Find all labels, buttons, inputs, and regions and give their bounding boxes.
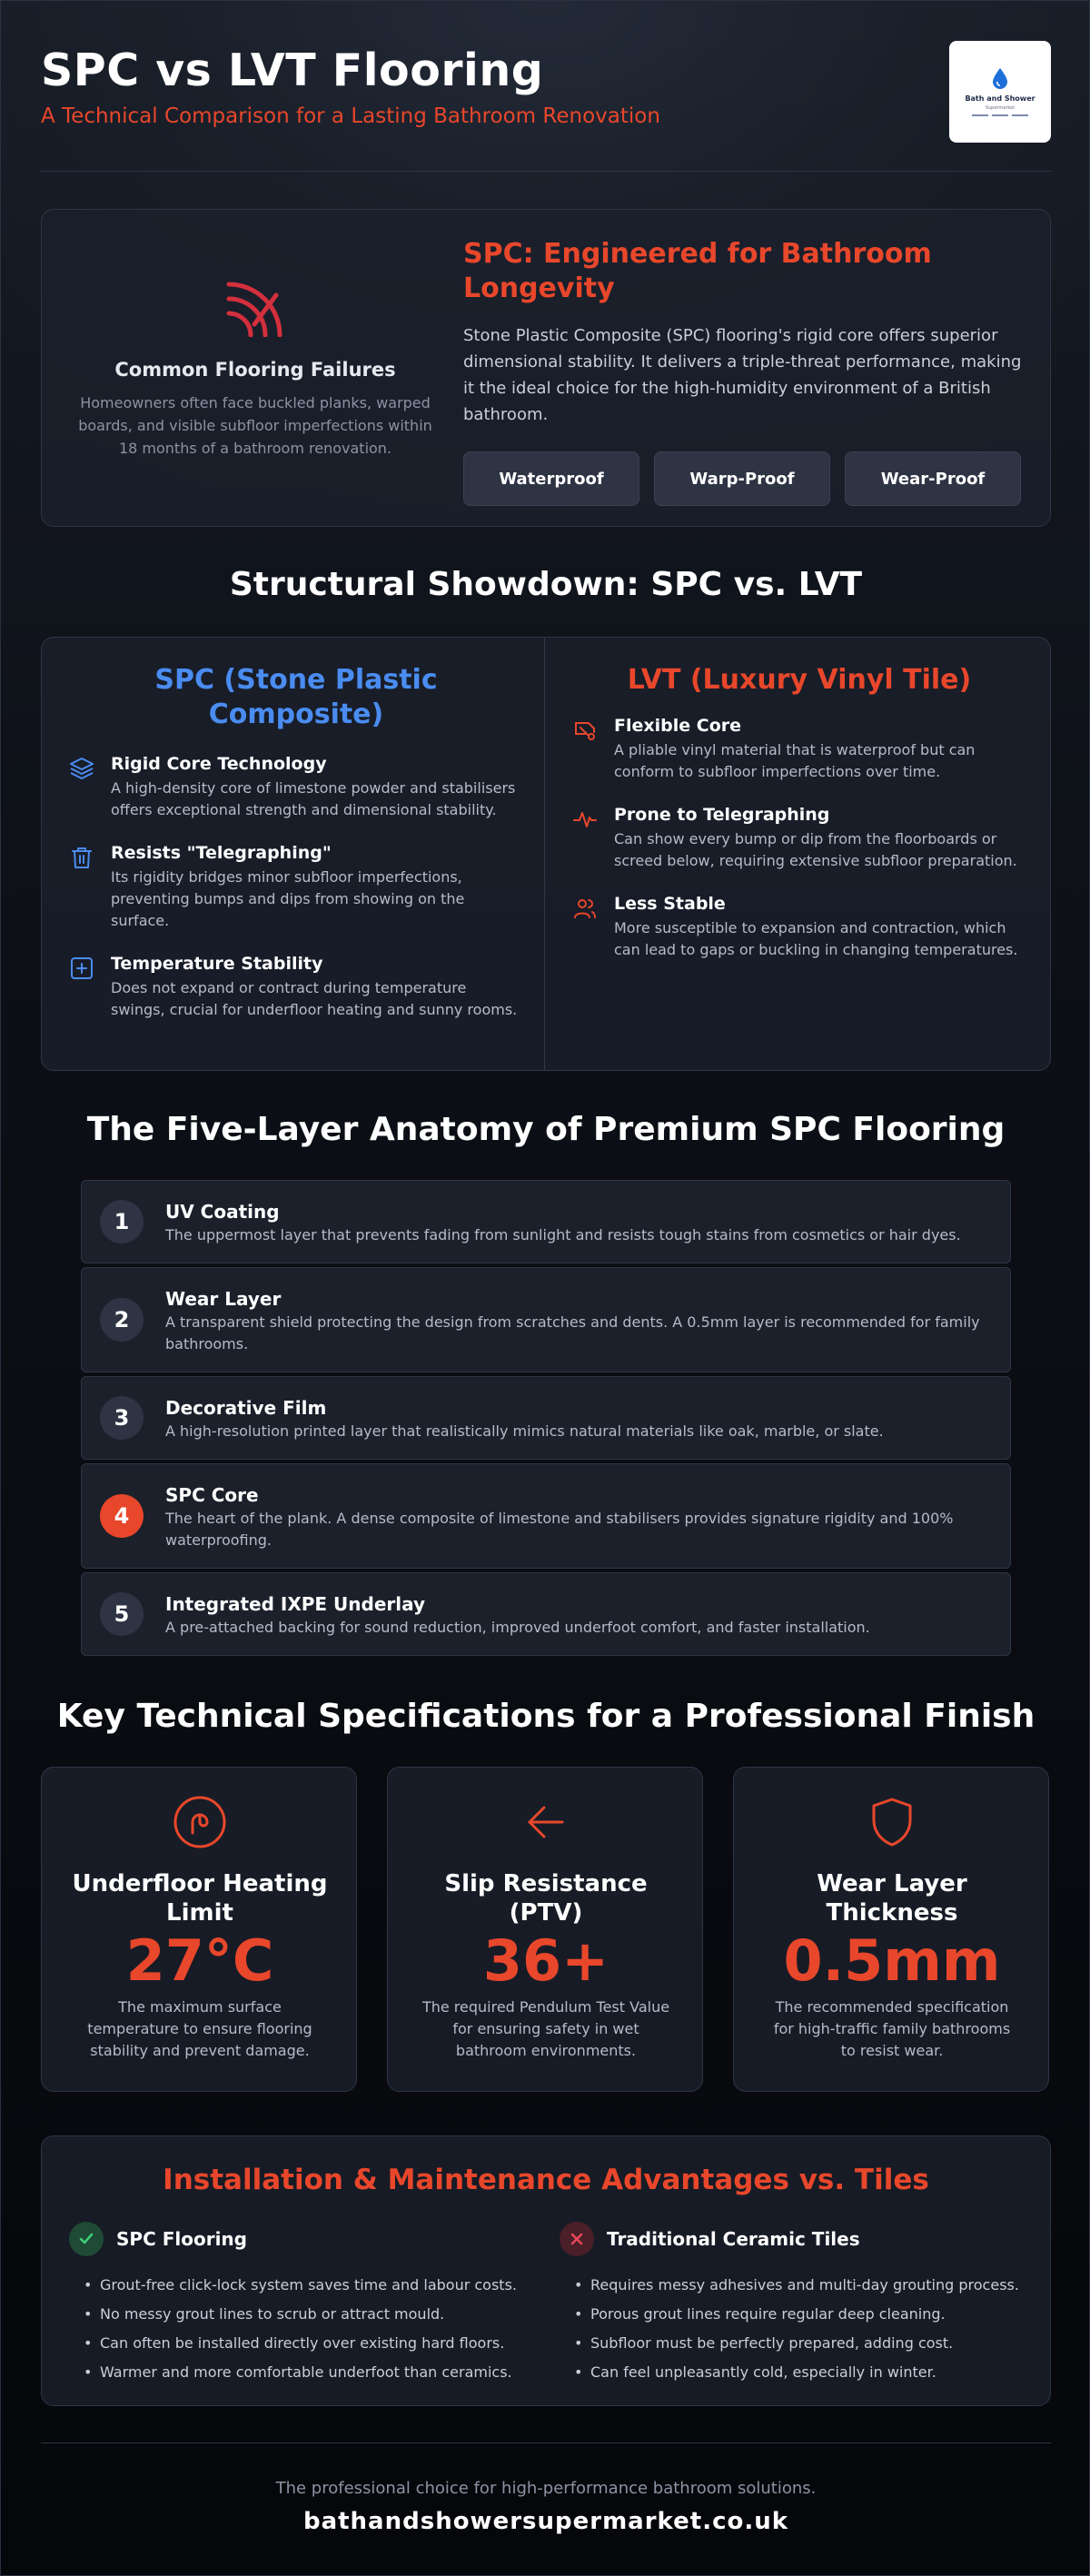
spec-value: 27°C (125, 1927, 274, 1994)
layer-row (81, 1180, 1011, 1263)
layer-text: A pre-attached backing for sound reduction, improved underfoot comfort, and faster installation. (165, 1619, 870, 1636)
layer-number: 3 (100, 1396, 144, 1440)
benefit-pills (463, 451, 1026, 506)
layer-number: 2 (100, 1298, 144, 1342)
water-drop-icon (990, 67, 1010, 91)
spec-value: 36+ (482, 1927, 609, 1994)
failures-text: Homeowners often face buckled planks, warped boards, and visible subfloor imperfections within 18 months of a bathroom renovation. (78, 393, 432, 457)
list-item: • No messy grout lines to scrub or attract mould. (84, 2300, 532, 2329)
lvt-feature-title: Flexible Core (614, 716, 742, 736)
spec-text: The maximum surface temperature to ensure flooring stability and prevent damage. (87, 1998, 312, 2059)
lvt-feature-title: Less Stable (614, 894, 726, 914)
layer-title: UV Coating (165, 1201, 280, 1223)
tile-disadvantages (560, 2222, 1023, 2387)
list-item: • Can often be installed directly over existing hard floors. (84, 2329, 532, 2358)
layer-title: Integrated IXPE Underlay (165, 1593, 426, 1615)
pulse-icon (572, 807, 598, 832)
layer-number: 1 (100, 1200, 144, 1243)
flexible-core-icon (572, 718, 598, 743)
signal-waves-icon (222, 277, 289, 337)
advantages-heading: Installation & Maintenance Advantages vs. Tiles (163, 2164, 929, 2196)
users-icon (572, 896, 598, 921)
spc-feature-text: Does not expand or contract during temperature swings, crucial for underfloor heating and sunny rooms. (111, 979, 518, 1018)
showdown-card (41, 637, 1051, 1071)
layer-text: The uppermost layer that prevents fading from sunlight and resists tough stains from cosmetics or hair dyes. (165, 1226, 961, 1243)
logo-decoration (972, 114, 1028, 116)
lvt-column (572, 638, 1026, 1070)
heating-icon (173, 1795, 227, 1849)
spec-value: 0.5mm (783, 1927, 1001, 1994)
layer-row (81, 1376, 1011, 1460)
lvt-feature-text: A pliable vinyl material that is waterproof but can conform to subfloor imperfections over time. (614, 741, 976, 780)
footer-tagline: The professional choice for high-performance bathroom solutions. (275, 2479, 817, 2498)
layer-text: A transparent shield protecting the design from scratches and dents. A 0.5mm layer is recommended for family bathrooms. (165, 1313, 980, 1352)
arrow-left-icon (519, 1795, 573, 1849)
layer-title: Decorative Film (165, 1397, 327, 1419)
layer-row (81, 1572, 1011, 1656)
layer-number: 5 (100, 1592, 144, 1636)
spc-feature-text: A high-density core of limestone powder and stabilisers offers exceptional strength and dimensional stability. (111, 779, 516, 818)
spec-card (387, 1767, 703, 2092)
layer-text: The heart of the plank. A dense composite of limestone and stabilisers provides signature rigidity and 100% waterproofing. (165, 1510, 954, 1549)
spc-advantages-header (69, 2222, 532, 2256)
lvt-feature (572, 716, 1026, 783)
trash-icon (69, 845, 94, 870)
lvt-feature-text: Can show every bump or dip from the floorboards or screed below, requiring extensive subfloor preparation. (614, 830, 1017, 869)
footer-website-link[interactable]: bathandshowersupermarket.co.uk (302, 2508, 789, 2535)
pill-warp-proof[interactable]: Warp-Proof (654, 451, 830, 506)
list-item: • Subfloor must be perfectly prepared, adding cost. (574, 2329, 1023, 2358)
spc-summary (463, 237, 1026, 506)
spc-column-title: SPC (Stone Plastic Composite) (154, 664, 438, 730)
logo-tagline: Supermarket (985, 105, 1016, 111)
logo-name: Bath and Shower (965, 94, 1036, 103)
spc-feature-title: Resists "Telegraphing" (111, 843, 332, 863)
lvt-feature (572, 805, 1026, 872)
brand-logo[interactable] (949, 41, 1051, 143)
spc-summary-heading: SPC: Engineered for Bathroom Longevity (463, 238, 932, 304)
plus-square-icon (69, 956, 94, 981)
showdown-heading: Structural Showdown: SPC vs. LVT (229, 566, 863, 603)
advantages-card (41, 2135, 1051, 2406)
layer-row (81, 1463, 1011, 1569)
layers-icon (69, 756, 94, 781)
spec-text: The recommended specification for high-traffic family bathrooms to resist wear. (773, 1998, 1011, 2059)
spec-title: Slip Resistance (PTV) (444, 1870, 648, 1927)
lvt-feature-text: More susceptible to expansion and contraction, which can lead to gaps or buckling in changing temperatures. (614, 919, 1018, 958)
tile-disadvantages-title: Traditional Ceramic Tiles (607, 2228, 860, 2250)
shield-icon (865, 1795, 919, 1849)
list-item: • Can feel unpleasantly cold, especially in winter. (574, 2358, 1023, 2387)
lvt-feature (572, 894, 1026, 961)
failures-panel (42, 210, 469, 526)
spc-feature (69, 843, 523, 932)
spec-card (41, 1767, 357, 2092)
list-item: • Requires messy adhesives and multi-day grouting process. (574, 2271, 1023, 2300)
spc-advantages (69, 2222, 532, 2387)
layer-title: Wear Layer (165, 1288, 282, 1310)
spec-title: Wear Layer Thickness (817, 1870, 967, 1927)
header (41, 41, 1051, 177)
list-item: • Porous grout lines require regular deep cleaning. (574, 2300, 1023, 2329)
intro-card (41, 209, 1051, 527)
layer-title: SPC Core (165, 1484, 259, 1506)
pill-waterproof[interactable]: Waterproof (463, 451, 639, 506)
cross-icon (560, 2222, 594, 2256)
list-item: • Warmer and more comfortable underfoot than ceramics. (84, 2358, 532, 2387)
anatomy-heading: The Five-Layer Anatomy of Premium SPC Flooring (86, 1111, 1006, 1148)
spc-feature (69, 954, 523, 1021)
tile-disadvantages-header (560, 2222, 1023, 2256)
spc-feature-title: Temperature Stability (111, 954, 323, 974)
failures-title: Common Flooring Failures (114, 358, 396, 381)
page-title: SPC vs LVT Flooring (41, 45, 544, 96)
page-subtitle: A Technical Comparison for a Lasting Bathroom Renovation (41, 104, 660, 128)
tile-disadvantages-list (560, 2271, 1023, 2387)
column-divider (544, 638, 545, 1070)
layer-number: 4 (100, 1494, 144, 1538)
spc-column (69, 638, 523, 1070)
spec-card (733, 1767, 1049, 2092)
spc-feature-text: Its rigidity bridges minor subfloor imperfections, preventing bumps and dips from showing on the surface. (111, 868, 465, 929)
footer-divider (41, 2442, 1051, 2443)
lvt-feature-title: Prone to Telegraphing (614, 805, 830, 825)
spc-feature (69, 754, 523, 821)
header-divider (41, 171, 1051, 172)
list-item: • Grout-free click-lock system saves time and labour costs. (84, 2271, 532, 2300)
spc-advantages-title: SPC Flooring (116, 2228, 247, 2250)
spec-text: The required Pendulum Test Value for ensuring safety in wet bathroom environments. (421, 1998, 670, 2059)
spec-title: Underfloor Heating Limit (72, 1870, 328, 1927)
layer-text: A high-resolution printed layer that realistically mimics natural materials like oak, marble, or slate. (165, 1422, 884, 1440)
lvt-column-title: LVT (Luxury Vinyl Tile) (627, 664, 972, 696)
spc-summary-body: Stone Plastic Composite (SPC) flooring's rigid core offers superior dimensional stability. It delivers a triple-threat performance, making it the ideal choice for the high-humidity environment of a British bathroom. (463, 326, 1022, 424)
spc-advantages-list (69, 2271, 532, 2387)
check-icon (69, 2222, 104, 2256)
pill-wear-proof[interactable]: Wear-Proof (845, 451, 1021, 506)
spc-feature-title: Rigid Core Technology (111, 754, 327, 774)
layer-row (81, 1267, 1011, 1372)
specs-heading: Key Technical Specifications for a Professional Finish (56, 1698, 1036, 1735)
